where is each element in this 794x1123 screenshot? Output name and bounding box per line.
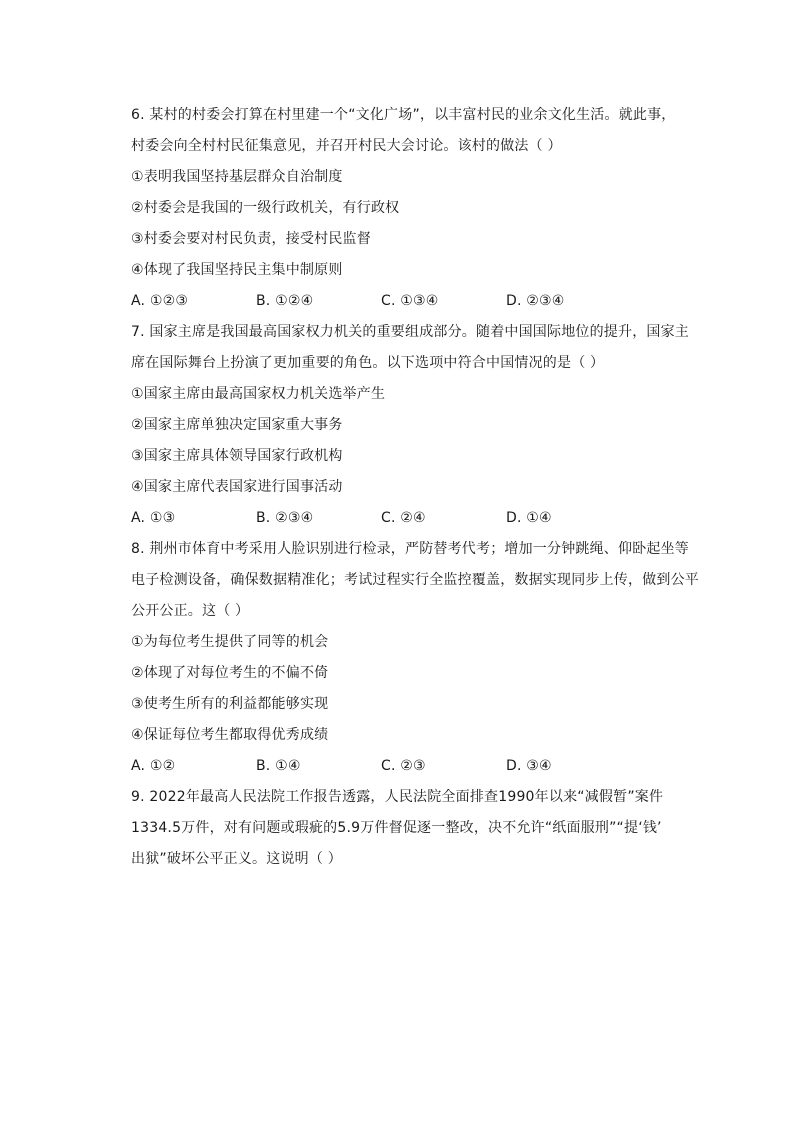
answer-option[interactable]: B. ②③④ <box>256 510 314 526</box>
question-stem-line: 席在国际舞台上扮演了更加重要的角色。以下选项中符合中国情况的是（ ） <box>131 355 605 371</box>
question-block <box>131 100 696 317</box>
question-stem-line: 出狱”破坏公平正义。这说明（ ） <box>131 851 342 867</box>
statement-item: ④体现了我国坚持民主集中制原则 <box>131 262 343 278</box>
statement-item: ④国家主席代表国家进行国事活动 <box>131 479 343 495</box>
answer-option[interactable]: D. ③④ <box>506 758 552 774</box>
statement-item: ④保证每位考生都取得优秀成绩 <box>131 727 329 743</box>
statement-item: ②国家主席单独决定国家重大事务 <box>131 417 343 433</box>
statement-item: ③村委会要对村民负责，接受村民监督 <box>131 231 371 247</box>
question-stem-line: 8. 荆州市体育中考采用人脸识别进行检录，严防替考代考；增加一分钟跳绳、仰卧起坐等 <box>131 541 690 557</box>
statement-item: ②体现了对每位考生的不偏不倚 <box>131 665 329 681</box>
question-stem-line: 6. 某村的村委会打算在村里建一个“文化广场”，以丰富村民的业余文化生活。就此事， <box>131 107 676 123</box>
answer-option[interactable]: C. ②④ <box>381 510 426 526</box>
question-stem-line: 1334.5万件，对有问题或瑕疵的5.9万件督促逐一整改，决不允许“纸面服刑”“提‘钱’ <box>131 820 662 836</box>
answer-option[interactable]: A. ①② <box>131 758 176 774</box>
statement-item: ①表明我国坚持基层群众自治制度 <box>131 169 343 185</box>
answer-option[interactable]: D. ②③④ <box>506 293 565 309</box>
statement-item: ①国家主席由最高国家权力机关选举产生 <box>131 386 386 402</box>
statement-item: ①为每位考生提供了同等的机会 <box>131 634 329 650</box>
answer-option[interactable]: B. ①②④ <box>256 293 314 309</box>
statement-item: ③国家主席具体领导国家行政机构 <box>131 448 343 464</box>
question-stem-line: 公开公正。这（ ） <box>131 603 250 619</box>
answer-option[interactable]: D. ①④ <box>506 510 552 526</box>
question-list <box>131 100 699 875</box>
answer-option[interactable]: B. ①④ <box>256 758 301 774</box>
answer-options <box>131 503 696 534</box>
question-stem-line: 7. 国家主席是我国最高国家权力机关的重要组成部分。随着中国国际地位的提升，国家主 <box>131 324 690 340</box>
statement-item: ②村委会是我国的一级行政机关，有行政权 <box>131 200 400 216</box>
question-stem-line: 电子检测设备，确保数据精准化；考试过程实行全监控覆盖，数据实现同步上传，做到公平 <box>131 572 699 588</box>
question-block <box>131 317 696 534</box>
answer-options <box>131 751 696 782</box>
question-block <box>131 782 696 875</box>
answer-option[interactable]: C. ①③④ <box>381 293 439 309</box>
answer-options <box>131 286 696 317</box>
answer-option[interactable]: A. ①②③ <box>131 293 189 309</box>
answer-option[interactable]: A. ①③ <box>131 510 176 526</box>
question-block <box>131 534 699 782</box>
question-stem-line: 9. 2022年最高人民法院工作报告透露，人民法院全面排查1990年以来“减假暂”案件 <box>131 789 664 805</box>
answer-option[interactable]: C. ②③ <box>381 758 426 774</box>
question-stem-line: 村委会向全村村民征集意见，并召开村民大会讨论。该村的做法（ ） <box>131 138 562 154</box>
statement-item: ③使考生所有的利益都能够实现 <box>131 696 329 712</box>
